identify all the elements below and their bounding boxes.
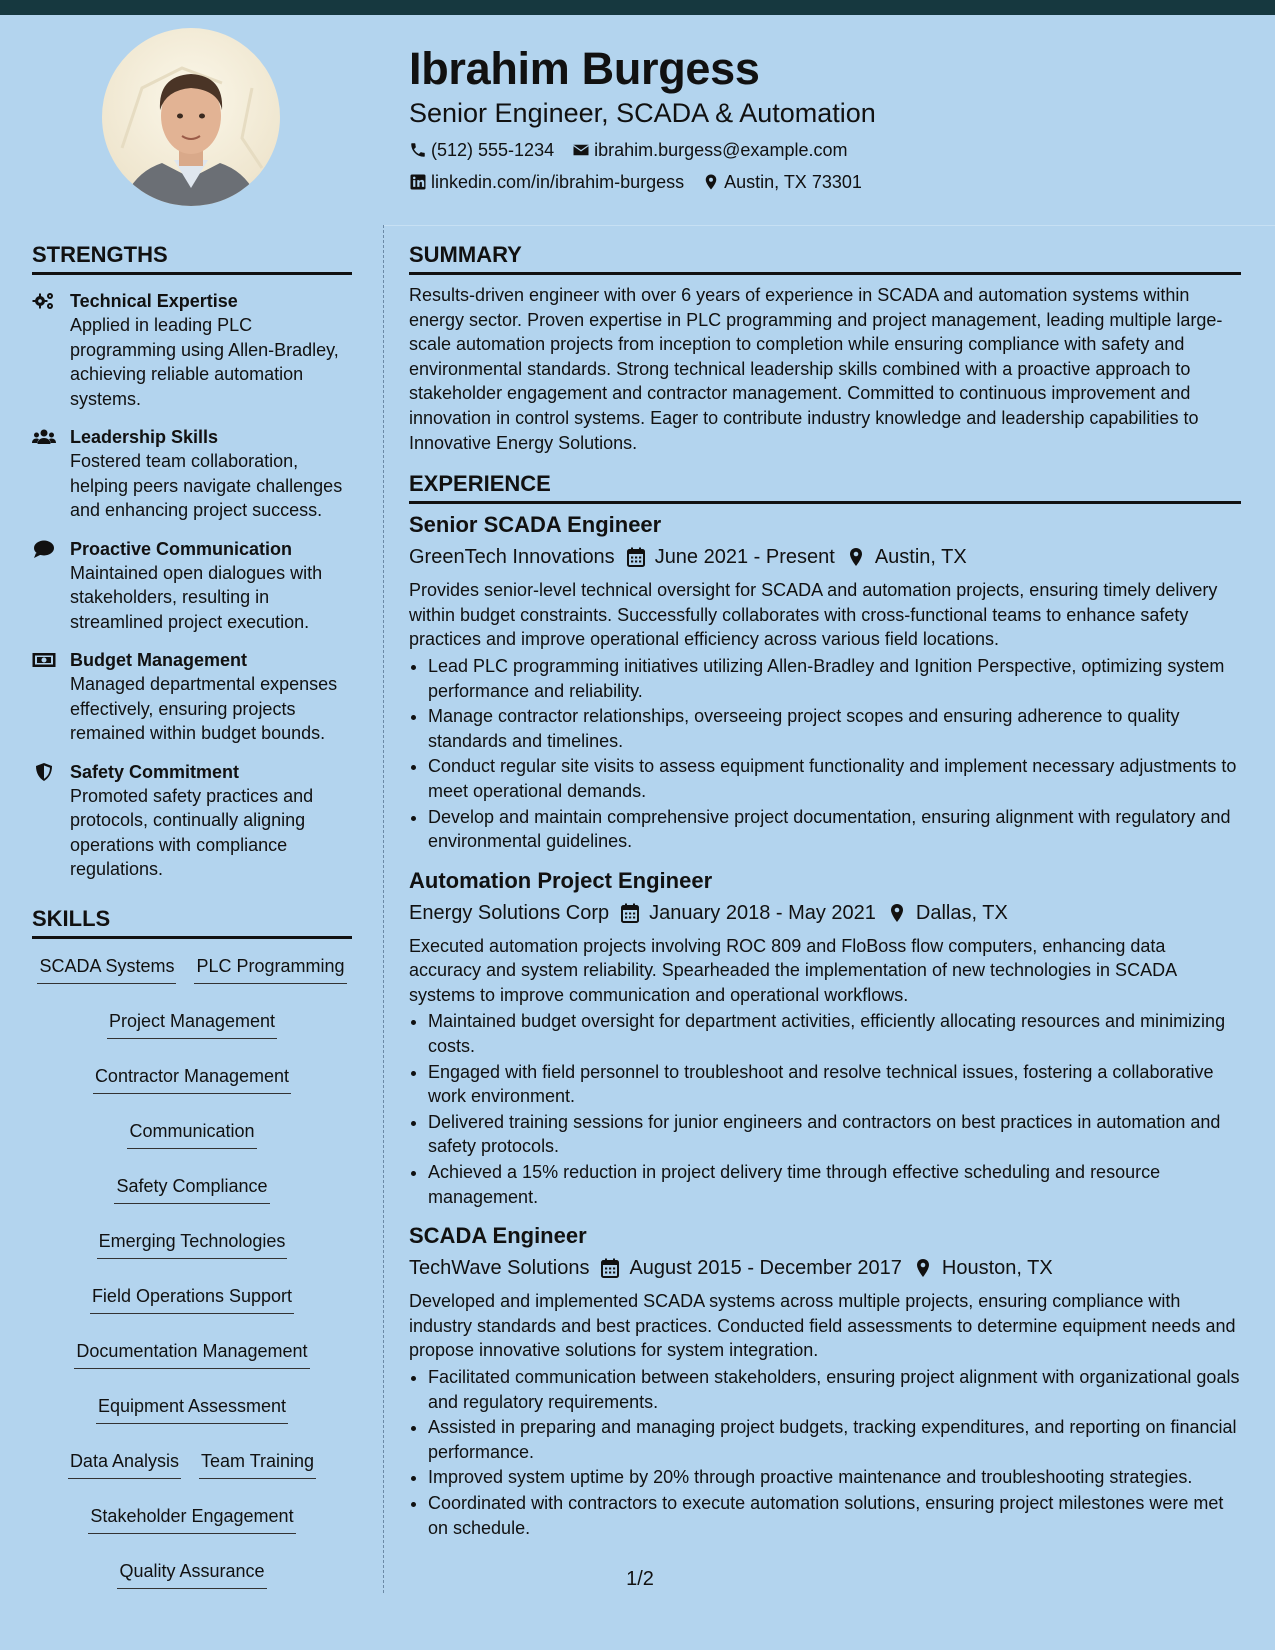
candidate-name: Ibrahim Burgess <box>409 43 760 94</box>
strength-title: Proactive Communication <box>70 538 293 559</box>
contact-row-1 <box>409 140 1249 160</box>
linkedin-text[interactable]: linkedin.com/in/ibrahim-burgess <box>431 172 685 192</box>
bullet-item: • Improved system uptime by 20% through proactive maintenance and troubleshooting strategies. <box>428 1465 1241 1490</box>
bullet-item: • Lead PLC programming initiatives utilizing Allen-Bradley and Ignition Perspective, optimizing system performance and reliability. <box>428 654 1241 703</box>
skill-tag: Project Management <box>107 1008 277 1039</box>
right-column <box>409 240 1241 1540</box>
strength-title: Technical Expertise <box>70 291 238 311</box>
map-pin-icon <box>888 903 906 923</box>
top-bar <box>0 0 1275 15</box>
strength-item <box>32 760 352 882</box>
calendar-icon <box>621 903 639 923</box>
phone-contact <box>409 140 554 160</box>
skill-tag: Communication <box>127 1118 256 1149</box>
skill-tag: Contractor Management <box>93 1063 291 1094</box>
strength-item <box>32 537 352 635</box>
bullet-item: • Assisted in preparing and managing project budgets, tracking expenditures, and reporting on financial performance. <box>428 1415 1241 1464</box>
phone-text: (512) 555-1234 <box>431 140 555 160</box>
linkedin-contact[interactable] <box>409 172 684 192</box>
page-number: 1/2 <box>626 1568 654 1590</box>
phone-icon <box>409 141 427 159</box>
calendar-icon <box>601 1258 619 1278</box>
strength-desc: Promoted safety practices and protocols, continually aligning operations with compliance regulations. <box>70 785 314 879</box>
job-location <box>847 542 967 572</box>
job-dates <box>621 898 876 928</box>
company-name: Energy Solutions Corp <box>409 901 610 924</box>
company-name: TechWave Solutions <box>409 1257 590 1280</box>
skill-tag: Quality Assurance <box>117 1558 266 1589</box>
location-text: Austin, TX <box>874 546 967 569</box>
map-pin-icon <box>847 547 865 567</box>
contact-row-2 <box>409 172 1249 192</box>
job-dates <box>627 542 835 572</box>
strengths-list <box>32 289 352 882</box>
skill-tag: SCADA Systems <box>37 953 176 984</box>
job-dates <box>601 1253 901 1283</box>
skills-heading: SKILLS <box>32 904 352 939</box>
users-icon <box>32 427 56 447</box>
location-text: Dallas, TX <box>915 901 1008 924</box>
strength-desc: Fostered team collaboration, helping peers navigate challenges and enhancing project success. <box>70 451 343 520</box>
job-description: Executed automation projects involving ROC 809 and FloBoss flow computers, enhancing data accuracy and system reliability. Spearheaded the implementation of new technologies in SCADA systems to improve communication and operational workflows. <box>409 935 1177 1005</box>
map-pin-icon <box>702 173 720 191</box>
person-portrait-icon <box>102 28 280 206</box>
skills-list <box>32 953 352 1589</box>
bullet-item: • Facilitated communication between stakeholders, ensuring project alignment with organizational goals and regulatory requirements. <box>428 1365 1241 1414</box>
strength-desc: Applied in leading PLC programming using Allen-Bradley, achieving reliable automation systems. <box>70 315 339 409</box>
skill-tag: Documentation Management <box>74 1338 309 1369</box>
left-column <box>32 240 352 1589</box>
money-bill-icon <box>32 650 56 670</box>
bullet-item: • Conduct regular site visits to assess equipment functionality and implement necessary adjustments to meet operational demands. <box>428 754 1241 803</box>
job-title: SCADA Engineer <box>409 1223 587 1249</box>
skill-tag: Emerging Technologies <box>97 1228 288 1259</box>
bullet-item: • Develop and maintain comprehensive project documentation, ensuring alignment with regulatory and environmental guidelines. <box>428 805 1241 854</box>
skill-tag: Stakeholder Engagement <box>88 1503 295 1534</box>
location-text: Austin, TX 73301 <box>724 172 862 192</box>
skill-tag: Field Operations Support <box>90 1283 294 1314</box>
strengths-heading: STRENGTHS <box>32 240 352 275</box>
bullet-item: • Engaged with field personnel to troubleshoot and resolve technical issues, fostering a collaborative work environment. <box>428 1060 1241 1109</box>
strength-item <box>32 289 352 411</box>
gears-icon <box>32 291 56 311</box>
strength-desc: Managed departmental expenses effectively, ensuring projects remained within budget bounds. <box>70 674 338 743</box>
bullet-item: • Manage contractor relationships, overseeing project scopes and ensuring adherence to quality standards and timelines. <box>428 704 1241 753</box>
header-divider <box>384 225 1275 226</box>
bullet-item: • Coordinated with contractors to execute automation solutions, ensuring project milestones were met on schedule. <box>428 1491 1241 1540</box>
location-text: Houston, TX <box>941 1257 1053 1280</box>
job-entry <box>409 510 1241 854</box>
profile-photo <box>102 28 280 206</box>
envelope-icon <box>572 141 590 159</box>
resume-header <box>409 42 1249 192</box>
linkedin-icon <box>409 173 427 191</box>
skill-tag: Data Analysis <box>68 1448 181 1479</box>
job-description: Developed and implemented SCADA systems across multiple projects, ensuring compliance with industry standards and best practices. Conducted field assessments to determine equipment needs and propose innovative solutions for system integration. <box>409 1291 1236 1361</box>
job-entry <box>409 1221 1241 1540</box>
dates-text: January 2018 - May 2021 <box>649 901 876 924</box>
job-location <box>914 1253 1053 1283</box>
location-contact <box>702 172 862 192</box>
strength-item <box>32 425 352 523</box>
candidate-title: Senior Engineer, SCADA & Automation <box>409 98 876 128</box>
summary-heading: SUMMARY <box>409 240 1241 275</box>
dates-text: June 2021 - Present <box>654 546 835 569</box>
strength-title: Safety Commitment <box>70 761 240 782</box>
job-bullets <box>409 654 1241 854</box>
email-contact[interactable] <box>572 140 847 160</box>
job-bullets <box>409 1365 1241 1540</box>
skill-tag: Safety Compliance <box>114 1173 269 1204</box>
shield-icon <box>32 762 56 782</box>
experience-heading: EXPERIENCE <box>409 469 1241 504</box>
job-title: Automation Project Engineer <box>409 867 713 893</box>
comment-icon <box>32 539 56 559</box>
skill-tag: Equipment Assessment <box>96 1393 288 1424</box>
job-bullets <box>409 1009 1241 1209</box>
job-location <box>888 898 1008 928</box>
strength-item <box>32 648 352 746</box>
map-pin-icon <box>914 1258 932 1278</box>
strength-title: Budget Management <box>70 650 248 670</box>
job-entry <box>409 866 1241 1210</box>
job-meta <box>409 542 1241 572</box>
job-meta <box>409 1253 1241 1283</box>
summary-text: Results-driven engineer with over 6 years of experience in SCADA and automation systems within energy sector. Proven expertise in PLC programming and project management, leading multiple large-scale automation projects from inception to completion while ensuring compliance with safety and environmental standards. Strong technical leadership skills combined with a proactive approach to stakeholder engagement and contractor management. Committed to continuous improvement and innovation in control systems. Eager to contribute industry knowledge and leadership capabilities to Innovative Energy Solutions. <box>409 285 1223 453</box>
job-description: Provides senior-level technical oversight for SCADA and automation projects, ensuring timely delivery within budget constraints. Successfully collaborates with cross-functional teams to enhance safety practices and improve operational efficiency across various field locations. <box>409 580 1218 650</box>
calendar-icon <box>627 547 645 567</box>
skill-tag: PLC Programming <box>194 953 346 984</box>
bullet-item: • Achieved a 15% reduction in project delivery time through effective scheduling and resource management. <box>428 1160 1241 1209</box>
company-name: GreenTech Innovations <box>409 546 615 569</box>
job-meta <box>409 898 1241 928</box>
bullet-item: • Maintained budget oversight for department activities, efficiently allocating resources and minimizing costs. <box>428 1009 1241 1058</box>
column-divider <box>383 225 384 1593</box>
strength-title: Leadership Skills <box>70 427 219 447</box>
dates-text: August 2015 - December 2017 <box>629 1257 902 1280</box>
email-text[interactable]: ibrahim.burgess@example.com <box>594 140 848 160</box>
job-title: Senior SCADA Engineer <box>409 512 662 538</box>
skill-tag: Team Training <box>199 1448 316 1479</box>
strength-desc: Maintained open dialogues with stakeholders, resulting in streamlined project execution. <box>70 562 323 632</box>
bullet-item: • Delivered training sessions for junior engineers and contractors on best practices in automation and safety protocols. <box>428 1110 1241 1159</box>
